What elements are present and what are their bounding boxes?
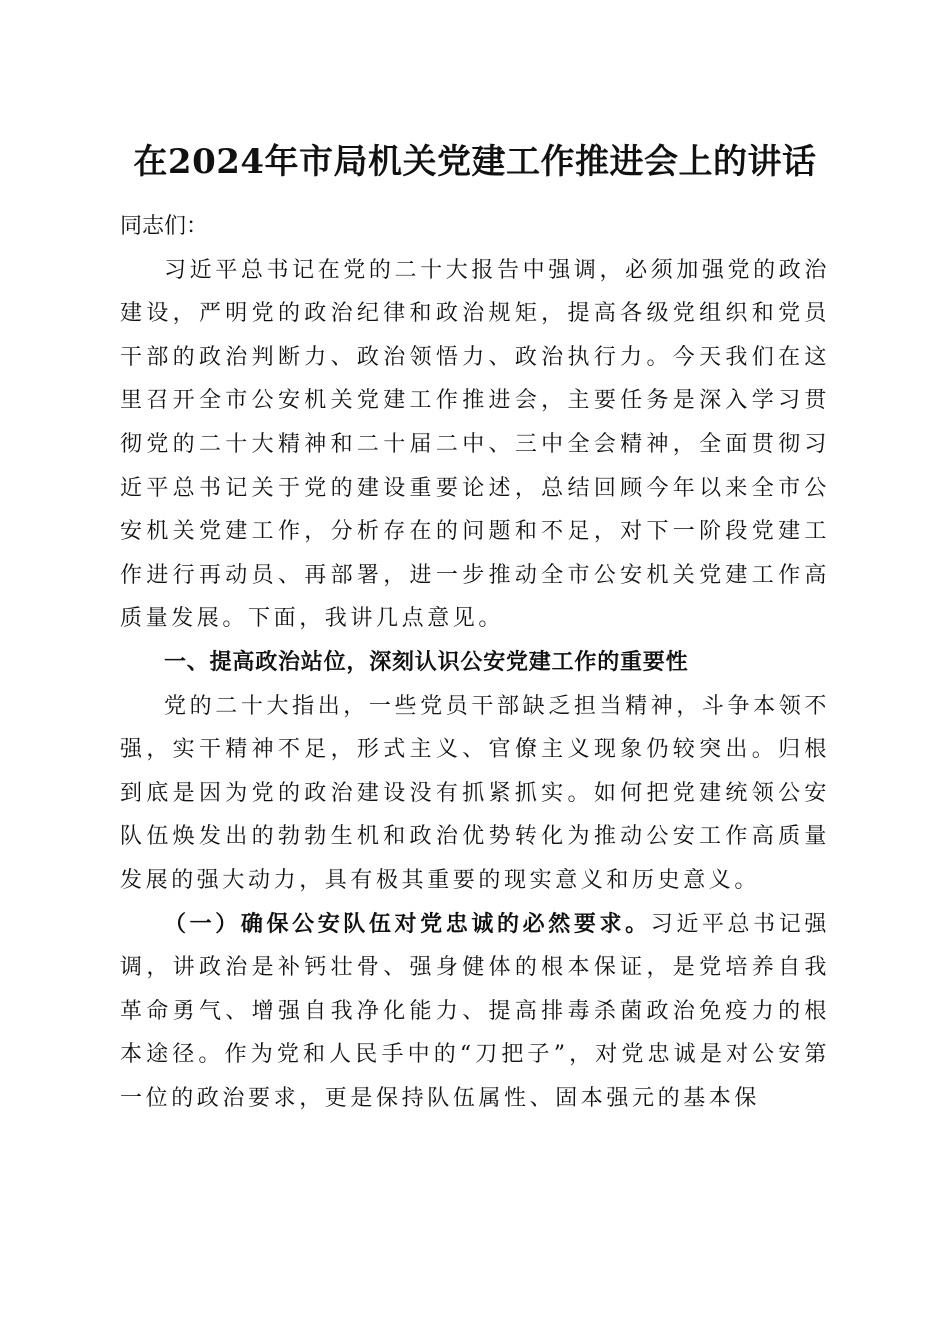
salutation: 同志们： [120,214,209,239]
subsection-heading: （一）确保公安队伍对党忠诚的必然要求。 [164,910,651,937]
section-paragraph: 党的二十大指出，一些党员干部缺乏担当精神，斗争本领不强，实干精神不足，形式主义、官僚主义现象仍较突出。归根到底是因为党的政治建设没有抓紧抓实。如何把党建统领公安队伍焕发出的勃勃生机和政治优势转化为推动公安工作高质量发展的强大动力，具有极其重要的现实意义和历史意义。 [120,693,830,893]
subsection-text: 习近平总书记强调，讲政治是补钙壮骨、强身健体的根本保证，是党培养自我革命勇气、增强自我净化能力、提高排毒杀菌政治免疫力的根本途径。作为党和人民手中的“刀把子”，对党忠诚是对公安第一位的政治要求，更是保持队伍属性、固本强元的基本保 [120,911,830,1111]
intro-paragraph: 习近平总书记在党的二十大报告中强调，必须加强党的政治建设，严明党的政治纪律和政治规矩，提高各级党组织和党员干部的政治判断力、政治领悟力、政治执行力。今天我们在这里召开全市公安机关党建工作推进会，主要任务是深入学习贯彻党的二十大精神和二十届二中、三中全会精神，全面贯彻习近平总书记关于党的建设重要论述，总结回顾今年以来全市公安机关党建工作，分析存在的问题和不足，对下一阶段党建工作进行再动员、再部署，进一步推动全市公安机关党建工作高质量发展。下面，我讲几点意见。 [120,257,830,632]
subsection-paragraph [120,903,830,1121]
section-heading: 一、提高政治站位，深刻认识公安党建工作的重要性 [164,649,689,675]
document-title: 在2024年市局机关党建工作推进会上的讲话 [133,142,817,182]
document-body [120,205,830,1120]
